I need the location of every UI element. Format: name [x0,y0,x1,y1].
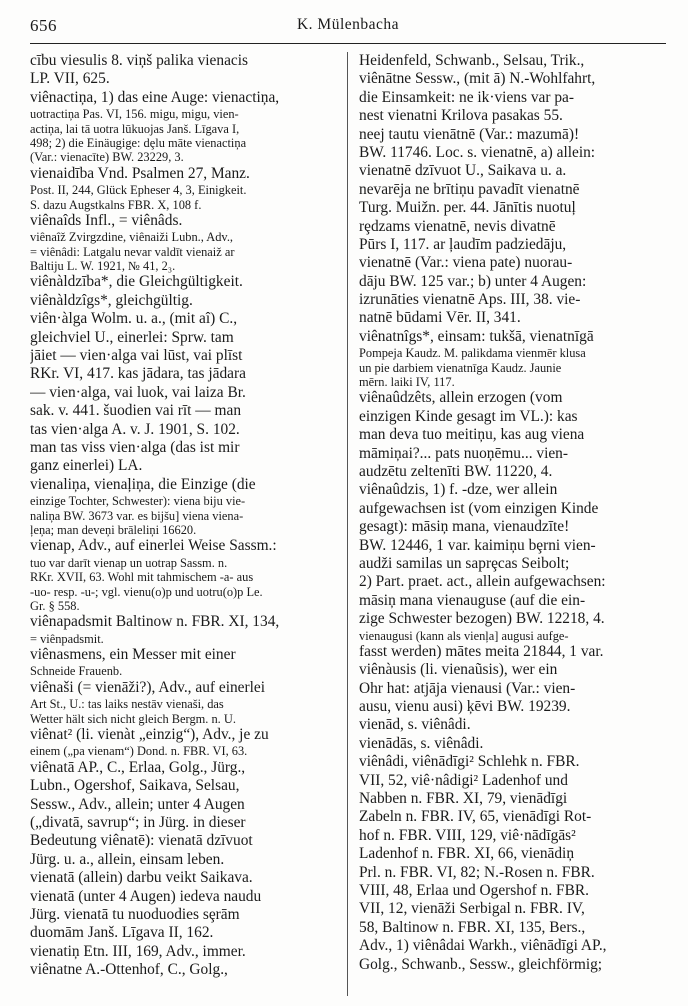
entry-headword-line: vienatiņ Etn. III, 169, Adv., immer. [30,942,246,960]
entry-text-line: nevarēja ne brītiņu pavadīt vienatnē [359,180,580,198]
entry-headword-line: viênâdi, viênādīgi² Schlehk n. FBR. [359,753,580,771]
entry-text-line: Nabben n. FBR. XI, 79, vienādīgi [359,790,568,808]
entry-text-line: viênātne Sessw., (mit ā) N.-Wohlfahrt, [359,70,596,88]
entry-headword-line: viênat² (li. vienàt „einzig“), Adv., je zu [30,726,269,744]
entry-text-line: audži samilas un saprȩcas Seibolt; [359,554,570,572]
entry-text-line: naliņa BW. 3673 var. es bijšu] viena viena- [30,508,244,523]
entry-text-line: uotractiņa Pas. VI, 156. migu, migu, vien- [30,107,239,122]
entry-text-line: Pompeja Kaudz. M. palikdama vienmēr klusa [359,346,586,361]
entry-text-line: die Einsamkeit: ne ik·viens var pa- [359,88,574,106]
entry-text-line: ausu, vienu ausi) ķēvi BW. 19239. [359,698,571,716]
entry-headword-line: viênaûdzis, 1) f. -dze, wer allein [359,481,558,499]
entry-text-line: S. dazu Augstkalns FBR. X, 108 f. [30,197,202,212]
entry-headword-line: vienaidība Vnd. Psalmen 27, Manz. [30,164,250,182]
entry-text-line: viênaîž Zvirgzdine, viênaiži Lubn., Adv., [30,230,234,245]
entry-text-line: nest vienatni Krilova pasakas 55. [359,107,563,125]
entry-text-line: VIII, 48, Erlaa und Ogershof n. FBR. [359,881,589,899]
entry-headword-line: viênàusis (li. vienaũsis), wer ein [359,661,558,679]
entry-text-line: Post. II, 244, Glück Epheser 4, 3, Einigkeit. [30,183,247,198]
entry-text-line: -uo- resp. -u-; vgl. vienu(o)p und uotru(o)p Le. [30,584,263,599]
page-header [30,16,666,38]
entry-text-line: = viênâdi: Latgalu nevar valdīt vienaiž ar [30,244,235,259]
entry-headword-line: viênactiņa, 1) das eine Auge: vienactiņa, [30,88,280,106]
entry-text-line: rȩdzams vienatnē, nevis divatnē [359,217,556,235]
entry-headword-line: viênàldzîgs*, gleichgültig. [30,291,193,309]
entry-text-line: 498; 2) die Einäugige: dȩlu māte vienactiņa [30,135,247,150]
entry-text-line: audzētu zeltenīti BW. 11220, 4. [359,462,553,480]
entry-text-line: Adv., 1) viênâdai Warkh., viênādīgi AP., [359,937,607,955]
entry-text-line: RKr. XVII, 63. Wohl mit tahmischem -a- aus [30,570,254,585]
entry-text-line: duomām Janš. Līgava II, 162. [30,924,214,942]
entry-text-line: māmiņai?... pats nuoņēmu... vien- [359,444,569,462]
entry-text-line: (Var.: vienacīte) BW. 23229, 3. [30,150,184,165]
entry-headword-line: viênatnîgs*, einsam: tukšā, vienatnīgā [359,327,594,345]
entry-text-line: vienatnē (Var.: viena pate) nuorau- [359,254,573,272]
entry-headword-line: viênaîds Infl., = viênâds. [30,211,183,229]
entry-text-line: hof n. FBR. VIII, 129, viê·nādīgās² [359,826,576,844]
entry-text-line: einzigen Kinde gesagt im VL.): kas [359,407,578,425]
entry-text-line: ganz einerlei) LA. [30,457,143,475]
entry-text-line: vienatā (allein) darbu veikt Saikava. [30,869,253,887]
entry-text-line: zige Schwester bezogen) BW. 12218, 4. [359,610,605,628]
entry-headword-line: viênapadsmit Baltinow n. FBR. XI, 134, [30,613,280,631]
entry-text-line: vienatā (unter 4 Augen) iedeva naudu [30,887,262,905]
entry-text-line: vienatnē dzīvuot U., Saikava u. a. [359,162,567,180]
entry-text-line: fasst werden) mātes meita 21844, 1 var. [359,642,604,660]
entry-text-line: un pie darbiem vienatnīga Kaudz. Jaunie [359,360,562,375]
entry-text-line: LP. VII, 625. [30,70,110,88]
entry-headword-line: vienaliņa, vienaļiņa, die Einzige (die [30,475,256,493]
entry-text-line: Golg., Schwanb., Sessw., gleichförmig; [359,955,603,973]
entry-text-line: Wetter hält sich nicht gleich Bergm. n. U. [30,711,236,726]
entry-text-line: Zabeln n. FBR. IV, 65, vienādīgi Rot- [359,808,592,826]
entry-headword-line: vienād, s. viênâdi. [359,716,471,734]
entry-headword-line: viênatne A.-Ottenhof, C., Golg., [30,961,228,979]
entry-text-line: Jürg. u. a., allein, einsam leben. [30,850,225,868]
entry-text-line: dāju BW. 125 var.; b) unter 4 Augen: [359,272,587,290]
entry-headword-line: vienap, Adv., auf einerlei Weise Sassm.: [30,537,277,555]
entry-text-line: einem („pa vienam“) Dond. n. FBR. VI, 63. [30,744,248,759]
page-number: 656 [30,16,57,35]
entry-text-line: man deva tuo meitiņu, kas aug viena [359,426,585,444]
header-rule [30,43,666,44]
entry-text-line: Ladenhof n. FBR. XI, 66, vienādiņ [359,845,575,863]
entry-text-line: BW. 11746. Loc. s. vienatnē, a) allein: [359,143,596,161]
entry-text-line: 2) Part. praet. act., allein aufgewachsen: [359,573,606,591]
entry-text-line: sak. v. 441. šuodien vai rīt — man [30,402,242,420]
entry-text-line: Art St., U.: tas laiks nestāv vienaši, das [30,697,224,712]
entry-headword-line: vienādās, s. viênâdi. [359,734,484,752]
entry-text-line: — vien·alga, vai luok, vai laiza Br. [30,383,246,401]
entry-text-line: VII, 12, vienāži Serbigal n. FBR. IV, [359,900,585,918]
entry-text-line: 58, Baltinow n. FBR. XI, 135, Bers., [359,918,586,936]
entry-text-line: natnē būdami Vēr. II, 341. [359,309,521,327]
entry-text-line: tuo var darīt vienap un uotrap Sassm. n. [30,555,228,570]
entry-headword-line: viênaûdzêts, allein erzogen (vom [359,389,563,407]
entry-text-line: ļeņa; man deveņi brāleliņi 16620. [30,522,197,537]
entry-text-line: Lubn., Ogershof, Saikava, Selsau, [30,777,240,795]
entry-text-line: gleichviel U., einerlei: Sprw. tam [30,328,234,346]
column-divider [347,52,348,996]
entry-headword-line: viênatā AP., C., Erlaa, Golg., Jürg., [30,758,246,776]
entry-text-line: = viênpadsmit. [30,631,104,646]
entry-text-line: Ohr hat: atjāja vienausi (Var.: vien- [359,679,576,697]
entry-headword-line: viênàldzība*, die Gleichgültigkeit. [30,273,243,291]
entry-text-line: Turg. Muižn. per. 44. Jānītis nuotuļ [359,199,576,217]
entry-text-line: Bedeutung viênatē): vienatā dzīvuot [30,832,253,850]
entry-text-line: man tas viss vien·alga (das ist mir [30,438,240,456]
entry-text-line: actiņa, lai tā uotra lūkuojas Janš. Līgava I, [30,121,240,136]
entry-text-line: Sessw., Adv., allein; unter 4 Augen [30,795,245,813]
entry-text-line: („divatā, savrup“; in Jürg. in dieser [30,813,246,831]
entry-text-line: VII, 52, viê·nâdigi² Ladenhof und [359,771,568,789]
entry-text-line: tas vien·alga A. v. J. 1901, S. 102. [30,420,240,438]
running-head: K. Mülenbacha [296,16,400,33]
right-column [359,52,671,1006]
entry-text-line: Schneide Frauenb. [30,664,123,679]
entry-text-line: gesagt): māsiņ mana, vienaudzīte! [359,518,570,536]
entry-text-line: Pūrs I, 117. ar ļaudīm padziedāju, [359,235,567,253]
entry-text-line: cību viesulis 8. viņš palika vienacis [30,52,248,69]
entry-text-line: Prl. n. FBR. VI, 82; N.-Rosen n. FBR. [359,863,595,881]
entry-headword-line: viênaši (= vienāži?), Adv., auf einerlei [30,678,266,696]
entry-text-line: jāiet — vien·alga vai lūst, vai plīst [30,347,243,365]
entry-text-line: vienaugusi (kann als vienļa] augusi aufge- [359,628,569,643]
entry-headword-line: viên·àlga Wolm. u. a., (mit aî) C., [30,310,238,328]
entry-text-line: Jürg. vienatā tu nuoduodies sȩrām [30,905,240,923]
entry-text-line: Gr. § 558. [30,598,80,613]
entry-text-line: Baltiju L. W. 1921, № 41, 2₃. [30,259,176,274]
entry-text-line: izrunāties vienatnē Aps. III, 38. vie- [359,291,581,309]
entry-text-line: RKr. VI, 417. kas jādara, tas jādara [30,365,246,383]
entry-text-line: neej tautu vienātnē (Var.: mazumā)! [359,125,580,143]
entry-text-line: BW. 12446, 1 var. kaimiņu bȩrni vien- [359,536,596,554]
entry-text-line: einzige Tochter, Schwester): viena biju vie- [30,494,246,509]
entry-headword-line: viênasmens, ein Messer mit einer [30,646,236,664]
entry-text-line: aufgewachsen ist (vom einzigen Kinde [359,499,599,517]
entry-text-line: mērn. laiki IV, 117. [359,375,455,390]
left-column [30,52,342,1006]
entry-text-line: Heidenfeld, Schwanb., Selsau, Trik., [359,52,585,69]
entry-text-line: māsiņ mana vienauguse (auf die ein- [359,591,586,609]
